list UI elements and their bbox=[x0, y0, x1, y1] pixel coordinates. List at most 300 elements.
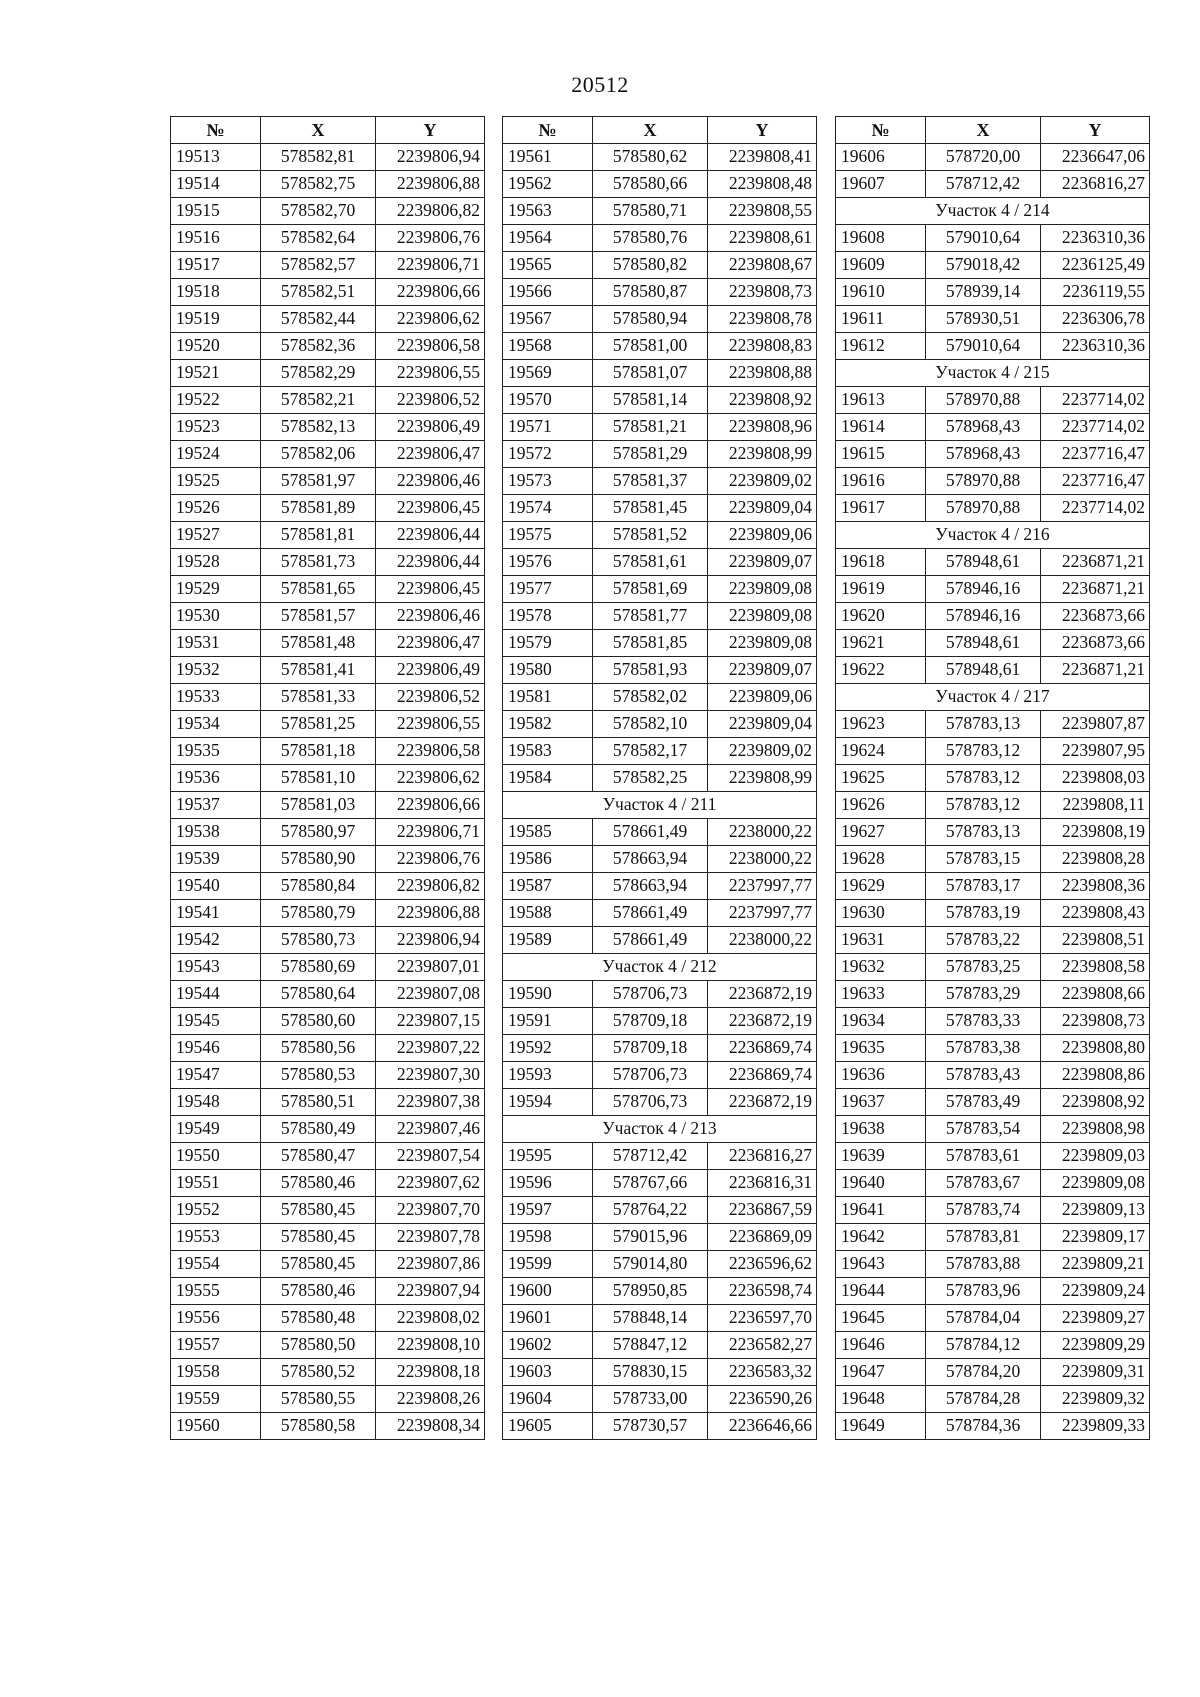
y-coordinate-cell: 2239806,76 bbox=[376, 846, 485, 873]
table-row bbox=[503, 387, 817, 414]
y-coordinate-cell: 2239808,34 bbox=[376, 1413, 485, 1440]
y-coordinate-cell: 2239809,29 bbox=[1041, 1332, 1150, 1359]
x-coordinate-cell: 578580,50 bbox=[261, 1332, 376, 1359]
x-coordinate-cell: 578582,17 bbox=[593, 738, 708, 765]
x-coordinate-cell: 578581,52 bbox=[593, 522, 708, 549]
point-number-cell: 19603 bbox=[503, 1359, 593, 1386]
x-coordinate-cell: 578582,10 bbox=[593, 711, 708, 738]
y-coordinate-cell: 2239808,51 bbox=[1041, 927, 1150, 954]
table-row bbox=[836, 1305, 1150, 1332]
table-row bbox=[171, 1359, 485, 1386]
point-number-cell: 19620 bbox=[836, 603, 926, 630]
table-row bbox=[171, 495, 485, 522]
y-coordinate-cell: 2239806,55 bbox=[376, 360, 485, 387]
x-coordinate-cell: 579014,80 bbox=[593, 1251, 708, 1278]
point-number-cell: 19616 bbox=[836, 468, 926, 495]
table-row bbox=[503, 873, 817, 900]
table-body bbox=[503, 144, 817, 1440]
point-number-cell: 19596 bbox=[503, 1170, 593, 1197]
y-coordinate-cell: 2236871,21 bbox=[1041, 657, 1150, 684]
x-coordinate-cell: 578581,33 bbox=[261, 684, 376, 711]
x-coordinate-cell: 578930,51 bbox=[926, 306, 1041, 333]
table-row bbox=[836, 1332, 1150, 1359]
table-row bbox=[836, 1278, 1150, 1305]
table-row bbox=[171, 846, 485, 873]
table-row bbox=[836, 1116, 1150, 1143]
x-coordinate-cell: 578582,70 bbox=[261, 198, 376, 225]
x-coordinate-cell: 578580,69 bbox=[261, 954, 376, 981]
y-coordinate-cell: 2236816,31 bbox=[708, 1170, 817, 1197]
point-number-cell: 19549 bbox=[171, 1116, 261, 1143]
x-coordinate-cell: 578783,12 bbox=[926, 765, 1041, 792]
table-row bbox=[503, 522, 817, 549]
table-row bbox=[836, 846, 1150, 873]
y-coordinate-cell: 2239806,49 bbox=[376, 414, 485, 441]
y-coordinate-cell: 2239808,96 bbox=[708, 414, 817, 441]
x-coordinate-cell: 578783,74 bbox=[926, 1197, 1041, 1224]
section-title: Участок 4 / 211 bbox=[503, 792, 817, 819]
table-row bbox=[171, 1143, 485, 1170]
x-coordinate-cell: 578783,12 bbox=[926, 738, 1041, 765]
point-number-cell: 19609 bbox=[836, 252, 926, 279]
y-coordinate-cell: 2239808,02 bbox=[376, 1305, 485, 1332]
column-header-y: Y bbox=[376, 117, 485, 144]
point-number-cell: 19515 bbox=[171, 198, 261, 225]
x-coordinate-cell: 578970,88 bbox=[926, 387, 1041, 414]
point-number-cell: 19634 bbox=[836, 1008, 926, 1035]
point-number-cell: 19517 bbox=[171, 252, 261, 279]
x-coordinate-cell: 578580,60 bbox=[261, 1008, 376, 1035]
x-coordinate-cell: 578580,73 bbox=[261, 927, 376, 954]
y-coordinate-cell: 2237714,02 bbox=[1041, 495, 1150, 522]
y-coordinate-cell: 2236598,74 bbox=[708, 1278, 817, 1305]
y-coordinate-cell: 2236869,74 bbox=[708, 1062, 817, 1089]
point-number-cell: 19629 bbox=[836, 873, 926, 900]
table-row bbox=[503, 846, 817, 873]
x-coordinate-cell: 578582,02 bbox=[593, 684, 708, 711]
point-number-cell: 19572 bbox=[503, 441, 593, 468]
x-coordinate-cell: 578730,57 bbox=[593, 1413, 708, 1440]
x-coordinate-cell: 578582,51 bbox=[261, 279, 376, 306]
y-coordinate-cell: 2239808,28 bbox=[1041, 846, 1150, 873]
table-row bbox=[503, 927, 817, 954]
table-row bbox=[171, 738, 485, 765]
y-coordinate-cell: 2239809,08 bbox=[1041, 1170, 1150, 1197]
x-coordinate-cell: 578581,29 bbox=[593, 441, 708, 468]
table-row bbox=[836, 171, 1150, 198]
table-row bbox=[836, 792, 1150, 819]
x-coordinate-cell: 578580,49 bbox=[261, 1116, 376, 1143]
y-coordinate-cell: 2239807,62 bbox=[376, 1170, 485, 1197]
x-coordinate-cell: 578581,77 bbox=[593, 603, 708, 630]
y-coordinate-cell: 2239808,67 bbox=[708, 252, 817, 279]
y-coordinate-cell: 2236310,36 bbox=[1041, 333, 1150, 360]
y-coordinate-cell: 2239808,26 bbox=[376, 1386, 485, 1413]
y-coordinate-cell: 2239806,47 bbox=[376, 630, 485, 657]
point-number-cell: 19641 bbox=[836, 1197, 926, 1224]
section-title: Участок 4 / 212 bbox=[503, 954, 817, 981]
section-header-row bbox=[836, 522, 1150, 549]
column-header-y: Y bbox=[1041, 117, 1150, 144]
table-row bbox=[503, 306, 817, 333]
y-coordinate-cell: 2236647,06 bbox=[1041, 144, 1150, 171]
point-number-cell: 19645 bbox=[836, 1305, 926, 1332]
table-row bbox=[503, 738, 817, 765]
table-row bbox=[503, 1170, 817, 1197]
point-number-cell: 19559 bbox=[171, 1386, 261, 1413]
table-row bbox=[836, 873, 1150, 900]
x-coordinate-cell: 578663,94 bbox=[593, 873, 708, 900]
y-coordinate-cell: 2239808,10 bbox=[376, 1332, 485, 1359]
x-coordinate-cell: 578706,73 bbox=[593, 1062, 708, 1089]
y-coordinate-cell: 2239807,95 bbox=[1041, 738, 1150, 765]
point-number-cell: 19591 bbox=[503, 1008, 593, 1035]
x-coordinate-cell: 579010,64 bbox=[926, 225, 1041, 252]
x-coordinate-cell: 578581,65 bbox=[261, 576, 376, 603]
x-coordinate-cell: 578783,38 bbox=[926, 1035, 1041, 1062]
x-coordinate-cell: 578706,73 bbox=[593, 981, 708, 1008]
point-number-cell: 19513 bbox=[171, 144, 261, 171]
table-row bbox=[171, 549, 485, 576]
y-coordinate-cell: 2239808,73 bbox=[1041, 1008, 1150, 1035]
table-row bbox=[171, 873, 485, 900]
x-coordinate-cell: 578720,00 bbox=[926, 144, 1041, 171]
point-number-cell: 19575 bbox=[503, 522, 593, 549]
table-row bbox=[836, 711, 1150, 738]
table-row bbox=[171, 387, 485, 414]
table-row bbox=[836, 549, 1150, 576]
table-row bbox=[503, 1089, 817, 1116]
x-coordinate-cell: 578582,36 bbox=[261, 333, 376, 360]
y-coordinate-cell: 2239809,06 bbox=[708, 522, 817, 549]
x-coordinate-cell: 578970,88 bbox=[926, 468, 1041, 495]
point-number-cell: 19595 bbox=[503, 1143, 593, 1170]
table-row bbox=[503, 1251, 817, 1278]
y-coordinate-cell: 2239807,87 bbox=[1041, 711, 1150, 738]
point-number-cell: 19527 bbox=[171, 522, 261, 549]
point-number-cell: 19584 bbox=[503, 765, 593, 792]
point-number-cell: 19594 bbox=[503, 1089, 593, 1116]
point-number-cell: 19587 bbox=[503, 873, 593, 900]
point-number-cell: 19623 bbox=[836, 711, 926, 738]
table-row bbox=[836, 1251, 1150, 1278]
y-coordinate-cell: 2239808,83 bbox=[708, 333, 817, 360]
table-row bbox=[171, 1035, 485, 1062]
table-row bbox=[503, 144, 817, 171]
table-row bbox=[836, 738, 1150, 765]
point-number-cell: 19563 bbox=[503, 198, 593, 225]
point-number-cell: 19541 bbox=[171, 900, 261, 927]
x-coordinate-cell: 578582,75 bbox=[261, 171, 376, 198]
x-coordinate-cell: 578968,43 bbox=[926, 441, 1041, 468]
table-row bbox=[503, 333, 817, 360]
x-coordinate-cell: 578582,13 bbox=[261, 414, 376, 441]
y-coordinate-cell: 2236872,19 bbox=[708, 981, 817, 1008]
point-number-cell: 19649 bbox=[836, 1413, 926, 1440]
table-row bbox=[503, 1224, 817, 1251]
section-header-row bbox=[836, 360, 1150, 387]
y-coordinate-cell: 2239809,21 bbox=[1041, 1251, 1150, 1278]
point-number-cell: 19647 bbox=[836, 1359, 926, 1386]
x-coordinate-cell: 578784,20 bbox=[926, 1359, 1041, 1386]
table-row bbox=[171, 792, 485, 819]
table-row bbox=[171, 1251, 485, 1278]
y-coordinate-cell: 2237997,77 bbox=[708, 873, 817, 900]
table-row bbox=[171, 1008, 485, 1035]
x-coordinate-cell: 578663,94 bbox=[593, 846, 708, 873]
point-number-cell: 19535 bbox=[171, 738, 261, 765]
y-coordinate-cell: 2239809,32 bbox=[1041, 1386, 1150, 1413]
table-row bbox=[171, 279, 485, 306]
point-number-cell: 19610 bbox=[836, 279, 926, 306]
x-coordinate-cell: 578580,84 bbox=[261, 873, 376, 900]
x-coordinate-cell: 578764,22 bbox=[593, 1197, 708, 1224]
table-row bbox=[503, 576, 817, 603]
y-coordinate-cell: 2239806,44 bbox=[376, 549, 485, 576]
y-coordinate-cell: 2239806,58 bbox=[376, 333, 485, 360]
point-number-cell: 19625 bbox=[836, 765, 926, 792]
y-coordinate-cell: 2239806,66 bbox=[376, 792, 485, 819]
x-coordinate-cell: 578581,85 bbox=[593, 630, 708, 657]
table-body bbox=[171, 144, 485, 1440]
point-number-cell: 19564 bbox=[503, 225, 593, 252]
x-coordinate-cell: 578582,25 bbox=[593, 765, 708, 792]
y-coordinate-cell: 2239808,18 bbox=[376, 1359, 485, 1386]
table-row bbox=[836, 927, 1150, 954]
table-header-row bbox=[836, 117, 1150, 144]
table-row bbox=[836, 1143, 1150, 1170]
y-coordinate-cell: 2239807,15 bbox=[376, 1008, 485, 1035]
table-row bbox=[171, 441, 485, 468]
x-coordinate-cell: 578582,57 bbox=[261, 252, 376, 279]
y-coordinate-cell: 2239806,46 bbox=[376, 468, 485, 495]
y-coordinate-cell: 2239809,33 bbox=[1041, 1413, 1150, 1440]
x-coordinate-cell: 578580,56 bbox=[261, 1035, 376, 1062]
table-row bbox=[503, 360, 817, 387]
point-number-cell: 19565 bbox=[503, 252, 593, 279]
table-row bbox=[503, 1305, 817, 1332]
y-coordinate-cell: 2236646,66 bbox=[708, 1413, 817, 1440]
y-coordinate-cell: 2236816,27 bbox=[708, 1143, 817, 1170]
table-row bbox=[836, 495, 1150, 522]
y-coordinate-cell: 2239806,94 bbox=[376, 144, 485, 171]
x-coordinate-cell: 578580,62 bbox=[593, 144, 708, 171]
y-coordinate-cell: 2239809,08 bbox=[708, 630, 817, 657]
x-coordinate-cell: 578580,58 bbox=[261, 1413, 376, 1440]
x-coordinate-cell: 578582,64 bbox=[261, 225, 376, 252]
point-number-cell: 19545 bbox=[171, 1008, 261, 1035]
point-number-cell: 19643 bbox=[836, 1251, 926, 1278]
table-row bbox=[503, 549, 817, 576]
table-row bbox=[503, 1332, 817, 1359]
x-coordinate-cell: 578948,61 bbox=[926, 657, 1041, 684]
y-coordinate-cell: 2236310,36 bbox=[1041, 225, 1150, 252]
table-row bbox=[836, 144, 1150, 171]
table-row bbox=[171, 630, 485, 657]
table-row bbox=[171, 1224, 485, 1251]
y-coordinate-cell: 2239808,58 bbox=[1041, 954, 1150, 981]
x-coordinate-cell: 578733,00 bbox=[593, 1386, 708, 1413]
y-coordinate-cell: 2239808,11 bbox=[1041, 792, 1150, 819]
x-coordinate-cell: 578581,73 bbox=[261, 549, 376, 576]
point-number-cell: 19637 bbox=[836, 1089, 926, 1116]
y-coordinate-cell: 2239807,01 bbox=[376, 954, 485, 981]
point-number-cell: 19628 bbox=[836, 846, 926, 873]
y-coordinate-cell: 2239806,52 bbox=[376, 684, 485, 711]
x-coordinate-cell: 578783,25 bbox=[926, 954, 1041, 981]
table-row bbox=[836, 576, 1150, 603]
table-row bbox=[171, 333, 485, 360]
point-number-cell: 19635 bbox=[836, 1035, 926, 1062]
point-number-cell: 19556 bbox=[171, 1305, 261, 1332]
table-row bbox=[503, 1278, 817, 1305]
y-coordinate-cell: 2239807,08 bbox=[376, 981, 485, 1008]
x-coordinate-cell: 578581,00 bbox=[593, 333, 708, 360]
point-number-cell: 19640 bbox=[836, 1170, 926, 1197]
y-coordinate-cell: 2239809,08 bbox=[708, 576, 817, 603]
y-coordinate-cell: 2239808,88 bbox=[708, 360, 817, 387]
table-row bbox=[836, 630, 1150, 657]
table-row bbox=[171, 468, 485, 495]
point-number-cell: 19567 bbox=[503, 306, 593, 333]
table-row bbox=[836, 225, 1150, 252]
x-coordinate-cell: 578783,22 bbox=[926, 927, 1041, 954]
x-coordinate-cell: 578950,85 bbox=[593, 1278, 708, 1305]
y-coordinate-cell: 2239809,27 bbox=[1041, 1305, 1150, 1332]
table-row bbox=[503, 1008, 817, 1035]
point-number-cell: 19534 bbox=[171, 711, 261, 738]
point-number-cell: 19602 bbox=[503, 1332, 593, 1359]
point-number-cell: 19599 bbox=[503, 1251, 593, 1278]
point-number-cell: 19571 bbox=[503, 414, 593, 441]
x-coordinate-cell: 578783,61 bbox=[926, 1143, 1041, 1170]
point-number-cell: 19540 bbox=[171, 873, 261, 900]
y-coordinate-cell: 2239806,62 bbox=[376, 765, 485, 792]
y-coordinate-cell: 2239807,38 bbox=[376, 1089, 485, 1116]
x-coordinate-cell: 578783,29 bbox=[926, 981, 1041, 1008]
x-coordinate-cell: 578581,97 bbox=[261, 468, 376, 495]
point-number-cell: 19630 bbox=[836, 900, 926, 927]
y-coordinate-cell: 2236873,66 bbox=[1041, 630, 1150, 657]
table-row bbox=[503, 819, 817, 846]
x-coordinate-cell: 578580,82 bbox=[593, 252, 708, 279]
x-coordinate-cell: 578581,93 bbox=[593, 657, 708, 684]
point-number-cell: 19613 bbox=[836, 387, 926, 414]
table-row bbox=[503, 900, 817, 927]
table-row bbox=[171, 603, 485, 630]
y-coordinate-cell: 2239809,07 bbox=[708, 657, 817, 684]
point-number-cell: 19589 bbox=[503, 927, 593, 954]
y-coordinate-cell: 2239809,13 bbox=[1041, 1197, 1150, 1224]
x-coordinate-cell: 578706,73 bbox=[593, 1089, 708, 1116]
table-row bbox=[836, 1170, 1150, 1197]
x-coordinate-cell: 578580,46 bbox=[261, 1170, 376, 1197]
x-coordinate-cell: 578582,29 bbox=[261, 360, 376, 387]
point-number-cell: 19608 bbox=[836, 225, 926, 252]
table-row bbox=[503, 225, 817, 252]
table-row bbox=[171, 711, 485, 738]
coordinates-table-2 bbox=[502, 116, 817, 1440]
x-coordinate-cell: 578581,45 bbox=[593, 495, 708, 522]
point-number-cell: 19520 bbox=[171, 333, 261, 360]
section-title: Участок 4 / 214 bbox=[836, 198, 1150, 225]
point-number-cell: 19544 bbox=[171, 981, 261, 1008]
x-coordinate-cell: 578661,49 bbox=[593, 900, 708, 927]
point-number-cell: 19627 bbox=[836, 819, 926, 846]
table-row bbox=[171, 225, 485, 252]
y-coordinate-cell: 2239807,22 bbox=[376, 1035, 485, 1062]
point-number-cell: 19614 bbox=[836, 414, 926, 441]
point-number-cell: 19583 bbox=[503, 738, 593, 765]
table-row bbox=[836, 333, 1150, 360]
x-coordinate-cell: 578783,33 bbox=[926, 1008, 1041, 1035]
x-coordinate-cell: 578970,88 bbox=[926, 495, 1041, 522]
point-number-cell: 19586 bbox=[503, 846, 593, 873]
x-coordinate-cell: 578767,66 bbox=[593, 1170, 708, 1197]
y-coordinate-cell: 2239808,41 bbox=[708, 144, 817, 171]
point-number-cell: 19531 bbox=[171, 630, 261, 657]
point-number-cell: 19561 bbox=[503, 144, 593, 171]
table-row bbox=[171, 1089, 485, 1116]
point-number-cell: 19605 bbox=[503, 1413, 593, 1440]
point-number-cell: 19646 bbox=[836, 1332, 926, 1359]
point-number-cell: 19569 bbox=[503, 360, 593, 387]
x-coordinate-cell: 578946,16 bbox=[926, 603, 1041, 630]
table-row bbox=[503, 1197, 817, 1224]
table-row bbox=[503, 1062, 817, 1089]
section-title: Участок 4 / 215 bbox=[836, 360, 1150, 387]
y-coordinate-cell: 2239808,66 bbox=[1041, 981, 1150, 1008]
point-number-cell: 19570 bbox=[503, 387, 593, 414]
table-row bbox=[171, 1278, 485, 1305]
point-number-cell: 19622 bbox=[836, 657, 926, 684]
x-coordinate-cell: 578783,81 bbox=[926, 1224, 1041, 1251]
x-coordinate-cell: 578939,14 bbox=[926, 279, 1041, 306]
point-number-cell: 19557 bbox=[171, 1332, 261, 1359]
x-coordinate-cell: 578580,48 bbox=[261, 1305, 376, 1332]
table-row bbox=[836, 1035, 1150, 1062]
point-number-cell: 19592 bbox=[503, 1035, 593, 1062]
y-coordinate-cell: 2236583,32 bbox=[708, 1359, 817, 1386]
y-coordinate-cell: 2239809,24 bbox=[1041, 1278, 1150, 1305]
point-number-cell: 19597 bbox=[503, 1197, 593, 1224]
x-coordinate-cell: 578580,94 bbox=[593, 306, 708, 333]
table-row bbox=[836, 306, 1150, 333]
table-row bbox=[836, 252, 1150, 279]
y-coordinate-cell: 2239806,62 bbox=[376, 306, 485, 333]
point-number-cell: 19566 bbox=[503, 279, 593, 306]
table-row bbox=[836, 1008, 1150, 1035]
table-row bbox=[503, 981, 817, 1008]
y-coordinate-cell: 2236871,21 bbox=[1041, 576, 1150, 603]
point-number-cell: 19638 bbox=[836, 1116, 926, 1143]
coordinates-table-3 bbox=[835, 116, 1150, 1440]
y-coordinate-cell: 2239807,70 bbox=[376, 1197, 485, 1224]
section-title: Участок 4 / 213 bbox=[503, 1116, 817, 1143]
x-coordinate-cell: 578783,13 bbox=[926, 819, 1041, 846]
table-row bbox=[171, 252, 485, 279]
y-coordinate-cell: 2239808,61 bbox=[708, 225, 817, 252]
section-title: Участок 4 / 217 bbox=[836, 684, 1150, 711]
x-coordinate-cell: 578580,45 bbox=[261, 1197, 376, 1224]
point-number-cell: 19562 bbox=[503, 171, 593, 198]
y-coordinate-cell: 2239806,66 bbox=[376, 279, 485, 306]
x-coordinate-cell: 578709,18 bbox=[593, 1035, 708, 1062]
point-number-cell: 19598 bbox=[503, 1224, 593, 1251]
x-coordinate-cell: 578783,19 bbox=[926, 900, 1041, 927]
x-coordinate-cell: 578581,14 bbox=[593, 387, 708, 414]
y-coordinate-cell: 2237716,47 bbox=[1041, 468, 1150, 495]
